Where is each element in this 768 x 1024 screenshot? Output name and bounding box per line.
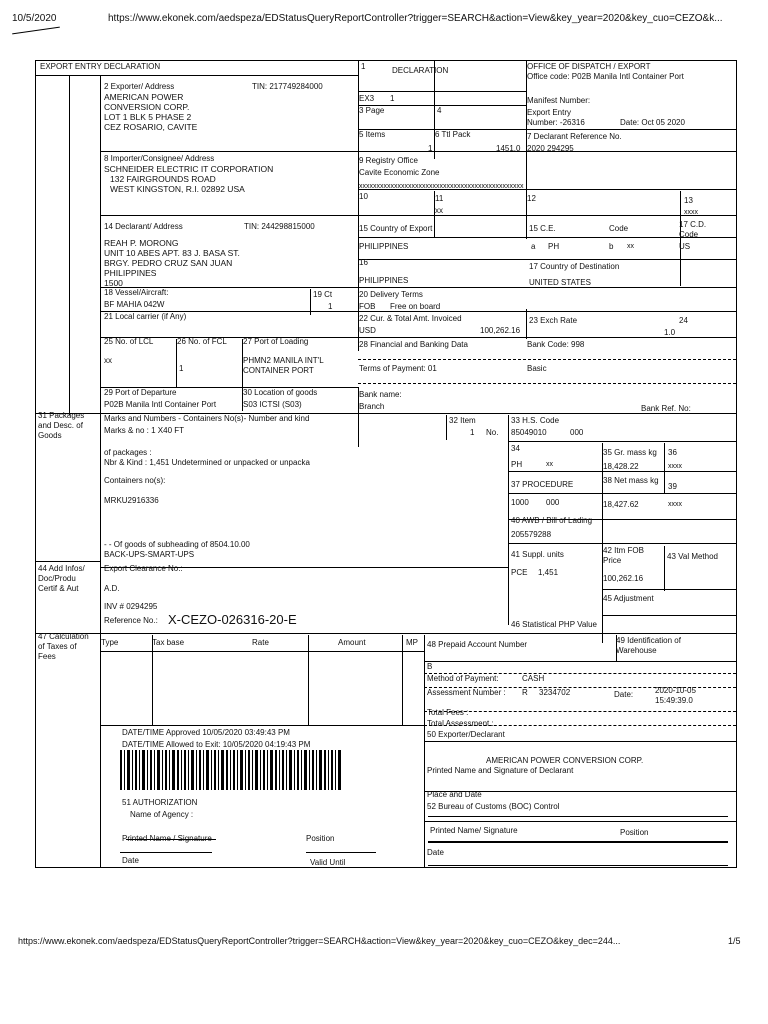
- box-24: 24: [679, 316, 688, 325]
- entry-date: Date: Oct 05 2020: [620, 118, 685, 127]
- importer-line-2: 132 FAIRGROUNDS ROAD: [110, 174, 216, 184]
- nbr-kind: Nbr & Kind : 1,451 Undetermined or unpacked or unpacka: [104, 458, 310, 467]
- exporter-tin: TIN: 217749284000: [252, 82, 323, 91]
- warehouse-label-1: 49 Identification of: [616, 636, 681, 645]
- calc-label-3: Fees: [38, 652, 56, 661]
- departure-label: 29 Port of Departure: [104, 388, 177, 397]
- departure-value: P02B Manila Intl Container Port: [104, 400, 217, 409]
- box-16-value: PHILIPPINES: [359, 276, 409, 285]
- declarant-ref-label: 7 Declarant Reference No.: [527, 132, 622, 141]
- sig-line-right: [428, 816, 728, 817]
- packages-label-2: and Desc. of: [38, 421, 83, 430]
- b-label: B: [427, 662, 433, 671]
- apcc-name: AMERICAN POWER CONVERSION CORP.: [486, 756, 644, 765]
- currency-label: 22 Cur. & Total Amt. Invoiced: [359, 314, 462, 323]
- assessment-value: 3234702: [539, 688, 571, 697]
- printed-sig-left: Printed Name / Signature: [122, 834, 212, 843]
- code-label: Code: [609, 224, 629, 233]
- exchange-value: 1.0: [664, 328, 676, 337]
- lcl-value: xx: [104, 356, 112, 365]
- page-label: 3 Page: [359, 106, 385, 115]
- total-assessment: Total Assessment :: [427, 719, 494, 728]
- box-34-xx: xx: [546, 461, 553, 468]
- hs-label: 33 H.S. Code: [511, 416, 560, 425]
- marks-value: Marks & no : 1 X40 FT: [104, 426, 185, 435]
- marks-label: Marks and Numbers - Containers No(s)- Number and kind: [104, 414, 310, 423]
- page-box-number: 4: [437, 106, 442, 115]
- basic-label: Basic: [527, 364, 547, 373]
- subheading: - - Of goods of subheading of 8504.10.00: [104, 540, 250, 549]
- box-11-value: xx: [435, 206, 443, 215]
- vessel-label: 18 Vessel/Aircraft:: [104, 288, 169, 297]
- currency-code: USD: [359, 326, 376, 335]
- box-10: 10: [359, 192, 368, 201]
- hs-000: 000: [570, 428, 584, 437]
- box-36: 36: [668, 448, 677, 457]
- item-no: No.: [486, 428, 499, 437]
- awb-value: 205579288: [511, 530, 552, 539]
- procedure-b: 000: [546, 498, 560, 507]
- export-clearance: Export Clearance No.:: [104, 564, 183, 573]
- ttl-pack-label: 6 Ttl Pack: [435, 130, 471, 139]
- awb-label: 40 AWB / Bill of Lading: [511, 516, 593, 525]
- declarant-tin: TIN: 244298815000: [244, 222, 315, 231]
- box-39-value: xxxx: [668, 501, 682, 508]
- adjustment-label: 45 Adjustment: [603, 594, 654, 603]
- add-infos-2: Doc/Produ: [38, 574, 76, 583]
- ex3-label: EX3: [359, 94, 375, 103]
- destination-value: UNITED STATES: [529, 278, 591, 287]
- approved-line: DATE/TIME Approved 10/05/2020 03:49:43 PM: [122, 728, 290, 737]
- form-title: EXPORT ENTRY DECLARATION: [40, 62, 161, 71]
- method-label: Method of Payment:: [427, 674, 499, 683]
- manifest-label: Manifest Number:: [527, 96, 591, 105]
- loading-label: 27 Port of Loading: [243, 337, 309, 346]
- bottom-url[interactable]: https://www.ekonek.com/aedspeza/EDStatusQueryReportController?trigger=SEARCH&action=View&key_year=2020&key_cuo=CEZO&key_dec=244...: [18, 936, 621, 946]
- location-value: S03 ICTSI (S03): [243, 400, 302, 409]
- bureau-label: 52 Bureau of Customs (BOC) Control: [427, 802, 560, 811]
- bank-ref-label: Bank Ref. No:: [641, 404, 691, 413]
- export-entry-label: Export Entry: [527, 108, 572, 117]
- containers-label: Containers no(s):: [104, 476, 166, 485]
- net-value: 18,427.62: [603, 500, 639, 509]
- method-value: CASH: [522, 674, 545, 683]
- exchange-label: 23 Exch Rate: [529, 316, 578, 325]
- exporter-line-3: LOT 1 BLK 5 PHASE 2: [104, 112, 192, 122]
- currency-value: 100,262.16: [480, 326, 521, 335]
- fcl-value: 1: [179, 364, 184, 373]
- fcl-label: 26 No. of FCL: [177, 337, 227, 346]
- cd-value: US: [679, 242, 691, 251]
- loading-line-1: PHMN2 MANILA INT'L: [243, 356, 324, 365]
- item-label: 32 Item: [449, 416, 476, 425]
- suppl-code: PCE: [511, 568, 528, 577]
- ct-label: 19 Ct: [313, 290, 333, 299]
- reference-value: X-CEZO-026316-20-E: [168, 612, 297, 627]
- bank-code: Bank Code: 998: [527, 340, 585, 349]
- vessel-value: BF MAHIA 042W: [104, 300, 165, 309]
- ce-b-value: xx: [627, 243, 634, 250]
- box-39: 39: [668, 482, 677, 491]
- ad-label: A.D.: [104, 584, 120, 593]
- stat-php-label: 46 Statistical PHP Value: [511, 620, 597, 629]
- assessment-r: R: [522, 688, 528, 697]
- barcode: [120, 750, 342, 790]
- office-code: Office code: P02B Manila Intl Container Port: [527, 72, 684, 81]
- entry-number: Number: -26316: [527, 118, 585, 127]
- assessment-label: Assessment Number :: [427, 688, 506, 697]
- box-13-value: xxxx: [684, 209, 698, 216]
- country-export-label: 15 Country of Export: [359, 224, 433, 233]
- sig-line-position: [306, 852, 376, 853]
- procedure-a: 1000: [511, 498, 529, 507]
- hs-value: 85049010: [511, 428, 547, 437]
- delivery-value: Free on board: [390, 302, 441, 311]
- exporter-declarant: 50 Exporter/Declarant: [427, 730, 505, 739]
- fob-label: 42 Itm FOB Price: [603, 546, 644, 565]
- calc-label-1: 47 Calculation: [38, 632, 89, 641]
- box-13: 13: [684, 196, 693, 205]
- net-label: 38 Net mass kg: [603, 476, 659, 485]
- delivery-label: 20 Delivery Terms: [359, 290, 423, 299]
- exporter-label: 2 Exporter/ Address: [104, 82, 175, 91]
- assess-time: 15:49:39.0: [655, 696, 693, 705]
- printed-sig-right: Printed Name/ Signature: [430, 826, 518, 835]
- pen-mark: [12, 27, 60, 35]
- registry-label: 9 Registry Office: [359, 156, 418, 165]
- box-36-value: xxxx: [668, 463, 682, 470]
- ce-b: b: [609, 242, 614, 251]
- bank-name-label: Bank name:: [359, 390, 402, 399]
- date-left: Date: [122, 856, 139, 865]
- box-16: 16: [359, 258, 368, 267]
- cd-label: 17 C.D.: [679, 220, 707, 229]
- declarant-line-3: BRGY. PEDRO CRUZ SAN JUAN: [104, 258, 233, 268]
- inv-label: INV # 0294295: [104, 602, 158, 611]
- ce-a-value: PH: [548, 242, 560, 251]
- items-label: 5 Items: [359, 130, 386, 139]
- declarant-line-4: PHILIPPINES: [104, 268, 157, 278]
- fob-value: 100,262.16: [603, 574, 644, 583]
- importer-line-1: SCHNEIDER ELECTRIC IT CORPORATION: [104, 164, 274, 174]
- calc-label-2: of Taxes of: [38, 642, 77, 651]
- ce-label: 15 C.E.: [529, 224, 556, 233]
- th-taxbase: Tax base: [152, 638, 185, 647]
- allowed-line: DATE/TIME Allowed to Exit: 10/05/2020 04:19:43 PM: [122, 740, 311, 749]
- th-type: Type: [101, 638, 119, 647]
- item-value: 1: [470, 428, 475, 437]
- name-agency: Name of Agency :: [130, 810, 194, 819]
- printed-sig-declarant: Printed Name and Signature of Declarant: [427, 766, 574, 775]
- local-carrier-label: 21 Local carrier (if Any): [104, 312, 187, 321]
- cd-code: Code: [679, 230, 699, 239]
- box-1-number: 1: [361, 62, 366, 71]
- suppl-label: 41 Suppl. units: [511, 550, 564, 559]
- box-34: 34: [511, 444, 520, 453]
- country-export-value: PHILIPPINES: [359, 242, 409, 251]
- date-right: Date: [427, 848, 444, 857]
- loading-line-2: CONTAINER PORT: [243, 366, 314, 375]
- warehouse-label-2: Warehouse: [616, 646, 657, 655]
- registry-x: xxxxxxxxxxxxxxxxxxxxxxxxxxxxxxxxxxxxxxxxxxxxxxx: [359, 183, 524, 190]
- sig-line-left: [120, 852, 212, 853]
- declaration-label: DECLARATION: [392, 66, 449, 75]
- box-12: 12: [527, 194, 536, 203]
- add-infos-1: 44 Add Infos/: [38, 564, 85, 573]
- ttl-pack-value: 1451.0: [496, 144, 521, 153]
- office-title: OFFICE OF DISPATCH / EXPORT: [527, 62, 651, 71]
- lcl-label: 25 No. of LCL: [104, 337, 154, 346]
- exporter-line-4: CEZ ROSARIO, CAVITE: [104, 122, 198, 132]
- ce-a: a: [531, 242, 536, 251]
- sig-line-right-2: [428, 842, 728, 843]
- declarant-line-1: REAH P. MORONG: [104, 238, 179, 248]
- items-value: 1: [428, 144, 433, 153]
- authorization-label: 51 AUTHORIZATION: [122, 798, 198, 807]
- terms-payment: Terms of Payment: 01: [359, 364, 437, 373]
- gross-label: 35 Gr. mass kg: [603, 448, 657, 457]
- exporter-line-2: CONVERSION CORP.: [104, 102, 190, 112]
- valid-until: Valid Until: [310, 858, 346, 867]
- ex3-value: 1: [390, 94, 395, 103]
- box-11: 11: [435, 194, 444, 203]
- declarant-label: 14 Declarant/ Address: [104, 222, 183, 231]
- packages-label-1: 31 Packages: [38, 411, 85, 420]
- box-34-value: PH: [511, 460, 523, 469]
- container-value: MRKU2916336: [104, 496, 159, 505]
- branch-label: Branch: [359, 402, 385, 411]
- ct-value: 1: [328, 302, 333, 311]
- reference-label: Reference No.:: [104, 616, 158, 625]
- banking-label: 28 Financial and Banking Data: [359, 340, 468, 349]
- delivery-code: FOB: [359, 302, 376, 311]
- importer-label: 8 Importer/Consignee/ Address: [104, 154, 215, 163]
- back-ups: BACK-UPS-SMART-UPS: [104, 550, 195, 559]
- importer-line-3: WEST KINGSTON, R.I. 02892 USA: [110, 184, 245, 194]
- gross-value: 18,428.22: [603, 462, 639, 471]
- suppl-value: 1,451: [538, 568, 559, 577]
- th-amount: Amount: [338, 638, 366, 647]
- total-fees: Total Fees :: [427, 708, 469, 717]
- prepaid-label: 48 Prepaid Account Number: [427, 640, 528, 649]
- of-packages: of packages :: [104, 448, 152, 457]
- th-rate: Rate: [252, 638, 269, 647]
- page-number: 1/5: [728, 936, 741, 946]
- top-url[interactable]: https://www.ekonek.com/aedspeza/EDStatusQueryReportController?trigger=SEARCH&action=View&key_year=2020&key_cuo=CEZO&k...: [108, 13, 723, 24]
- declarant-ref-value: 2020 294295: [527, 144, 574, 153]
- exporter-line-1: AMERICAN POWER: [104, 92, 184, 102]
- position-right: Position: [620, 828, 649, 837]
- print-date: 10/5/2020: [12, 13, 57, 24]
- th-mp: MP: [406, 638, 418, 647]
- declarant-line-5: 1500: [104, 278, 123, 288]
- declarant-line-2: UNIT 10 ABES APT. 83 J. BASA ST.: [104, 248, 240, 258]
- destination-label: 17 Country of Destination: [529, 262, 620, 271]
- val-method: 43 Val Method: [667, 552, 718, 561]
- assess-date: 2020-10-05: [655, 686, 696, 695]
- procedure-label: 37 PROCEDURE: [511, 480, 574, 489]
- add-infos-3: Certif & Aut: [38, 584, 79, 593]
- position-left: Position: [306, 834, 335, 843]
- date-label: Date:: [614, 690, 634, 699]
- location-label: 30 Location of goods: [243, 388, 318, 397]
- place-date: Place and Date: [427, 790, 482, 799]
- packages-label-3: Goods: [38, 431, 62, 440]
- registry-value: Cavite Economic Zone: [359, 168, 440, 177]
